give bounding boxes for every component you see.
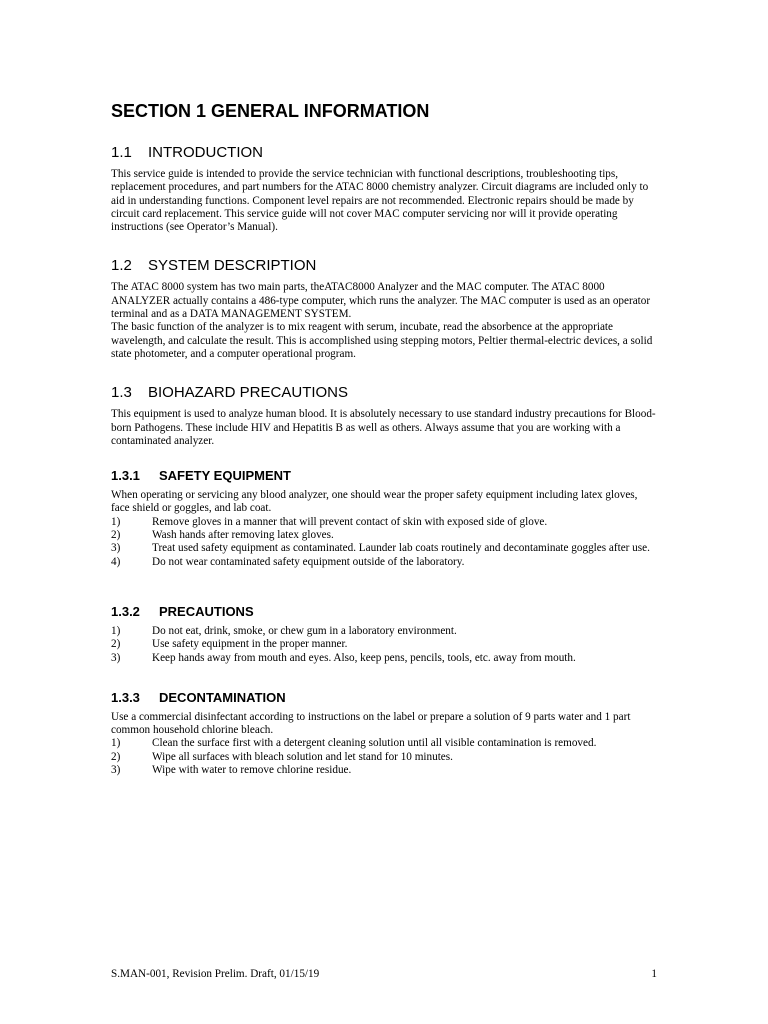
list-item-number: 3) bbox=[111, 764, 121, 777]
list-item-text: Treat used safety equipment as contaminated. Launder lab coats routinely and decontaminate goggles after use. bbox=[152, 542, 650, 555]
list-item bbox=[111, 542, 657, 555]
decontamination-intro: Use a commercial disinfectant according to instructions on the label or prepare a solution of 9 parts water and 1 part common household chlorine bleach. bbox=[111, 710, 631, 737]
heading-number: 1.2 bbox=[111, 257, 132, 275]
list-item-number: 1) bbox=[111, 737, 121, 750]
heading-text: SYSTEM DESCRIPTION bbox=[148, 257, 317, 275]
heading-text: PRECAUTIONS bbox=[159, 603, 254, 619]
footer-document-id: S.MAN-001, Revision Prelim. Draft, 01/15/19 bbox=[111, 968, 320, 980]
document-page bbox=[111, 100, 657, 777]
heading-decontamination bbox=[111, 690, 657, 706]
heading-biohazard-precautions bbox=[111, 384, 657, 402]
list-item-text: Wipe with water to remove chlorine residue. bbox=[152, 764, 352, 777]
biohazard-paragraph: This equipment is used to analyze human blood. It is absolutely necessary to use standard industry precautions for Blood-born Pathogens. These include HIV and Hepatitis B as well as others. Always assume that you are working with a contaminated analyzer. bbox=[111, 408, 656, 447]
list-item bbox=[111, 652, 657, 665]
list-item bbox=[111, 764, 657, 777]
footer-page-number: 1 bbox=[651, 968, 657, 980]
list-item-number: 2) bbox=[111, 638, 121, 651]
heading-text: DECONTAMINATION bbox=[159, 689, 286, 705]
heading-number: 1.3 bbox=[111, 384, 132, 402]
list-item bbox=[111, 556, 657, 569]
list-item-number: 2) bbox=[111, 529, 121, 542]
heading-text: INTRODUCTION bbox=[148, 144, 263, 161]
list-item-number: 4) bbox=[111, 555, 121, 568]
list-item-number: 1) bbox=[111, 624, 121, 637]
precautions-list bbox=[111, 625, 657, 665]
section-title: SECTION 1 GENERAL INFORMATION bbox=[111, 101, 430, 121]
list-item-text: Clean the surface first with a detergent cleaning solution until all visible contamination is removed. bbox=[152, 737, 597, 750]
list-item bbox=[111, 516, 657, 529]
system-description-paragraph-1: The ATAC 8000 system has two main parts, theATAC8000 Analyzer and the MAC computer. The ATAC 8000 ANALYZER actually contains a 486-type computer, which runs the analyzer. The MAC computer is used as an operator terminal and as a DATA MANAGEMENT SYSTEM. bbox=[111, 281, 651, 321]
list-item-text: Use safety equipment in the proper manner. bbox=[152, 638, 348, 651]
heading-text: SAFETY EQUIPMENT bbox=[159, 468, 291, 484]
safety-equipment-list bbox=[111, 516, 657, 569]
list-item-number: 2) bbox=[111, 750, 121, 763]
list-item-text: Do not wear contaminated safety equipment outside of the laboratory. bbox=[152, 555, 465, 568]
heading-precautions bbox=[111, 604, 657, 620]
list-item bbox=[111, 625, 657, 638]
list-item bbox=[111, 638, 657, 651]
safety-equipment-intro: When operating or servicing any blood analyzer, one should wear the proper safety equipment including latex gloves, face shield or goggles, and lab coat. bbox=[111, 489, 638, 515]
heading-text: BIOHAZARD PRECAUTIONS bbox=[148, 384, 349, 402]
list-item bbox=[111, 529, 657, 542]
heading-number: 1.1 bbox=[111, 144, 132, 161]
decontamination-list bbox=[111, 737, 657, 777]
list-item-text: Wipe all surfaces with bleach solution and let stand for 10 minutes. bbox=[152, 750, 453, 763]
system-description-paragraph-2: The basic function of the analyzer is to mix reagent with serum, incubate, read the absorbence at the appropriate wavelength, and calculate the result. This is accomplished using stepping motors, Peltier thermal-electric devices, a solid state photometer, and a computer operational program. bbox=[111, 321, 653, 360]
page-footer bbox=[111, 967, 657, 981]
list-item-number: 3) bbox=[111, 651, 121, 664]
heading-safety-equipment bbox=[111, 468, 657, 484]
heading-number: 1.3.1 bbox=[111, 468, 140, 484]
list-item-text: Do not eat, drink, smoke, or chew gum in a laboratory environment. bbox=[152, 624, 457, 637]
list-item-text: Remove gloves in a manner that will prevent contact of skin with exposed side of glove. bbox=[152, 515, 548, 528]
heading-number: 1.3.2 bbox=[111, 603, 140, 619]
list-item-number: 1) bbox=[111, 515, 121, 528]
heading-system-description bbox=[111, 257, 657, 275]
list-item-text: Wash hands after removing latex gloves. bbox=[152, 529, 334, 542]
list-item-text: Keep hands away from mouth and eyes. Also, keep pens, pencils, tools, etc. away from mouth. bbox=[152, 651, 576, 664]
list-item bbox=[111, 737, 657, 750]
introduction-paragraph: This service guide is intended to provide the service technician with functional descriptions, troubleshooting tips, replacement procedures, and part numbers for the ATAC 8000 chemistry analyzer. Circuit diagrams are included only to aid in understanding functions. Component level repairs are not recommended. Electronic repairs should be made by circuit card replacement. This service guide will not cover MAC computer servicing nor will it provide operating instructions (see Operator’s Manual). bbox=[111, 168, 649, 234]
heading-number: 1.3.3 bbox=[111, 689, 140, 705]
list-item-number: 3) bbox=[111, 542, 121, 555]
list-item bbox=[111, 751, 657, 764]
heading-introduction bbox=[111, 144, 657, 162]
